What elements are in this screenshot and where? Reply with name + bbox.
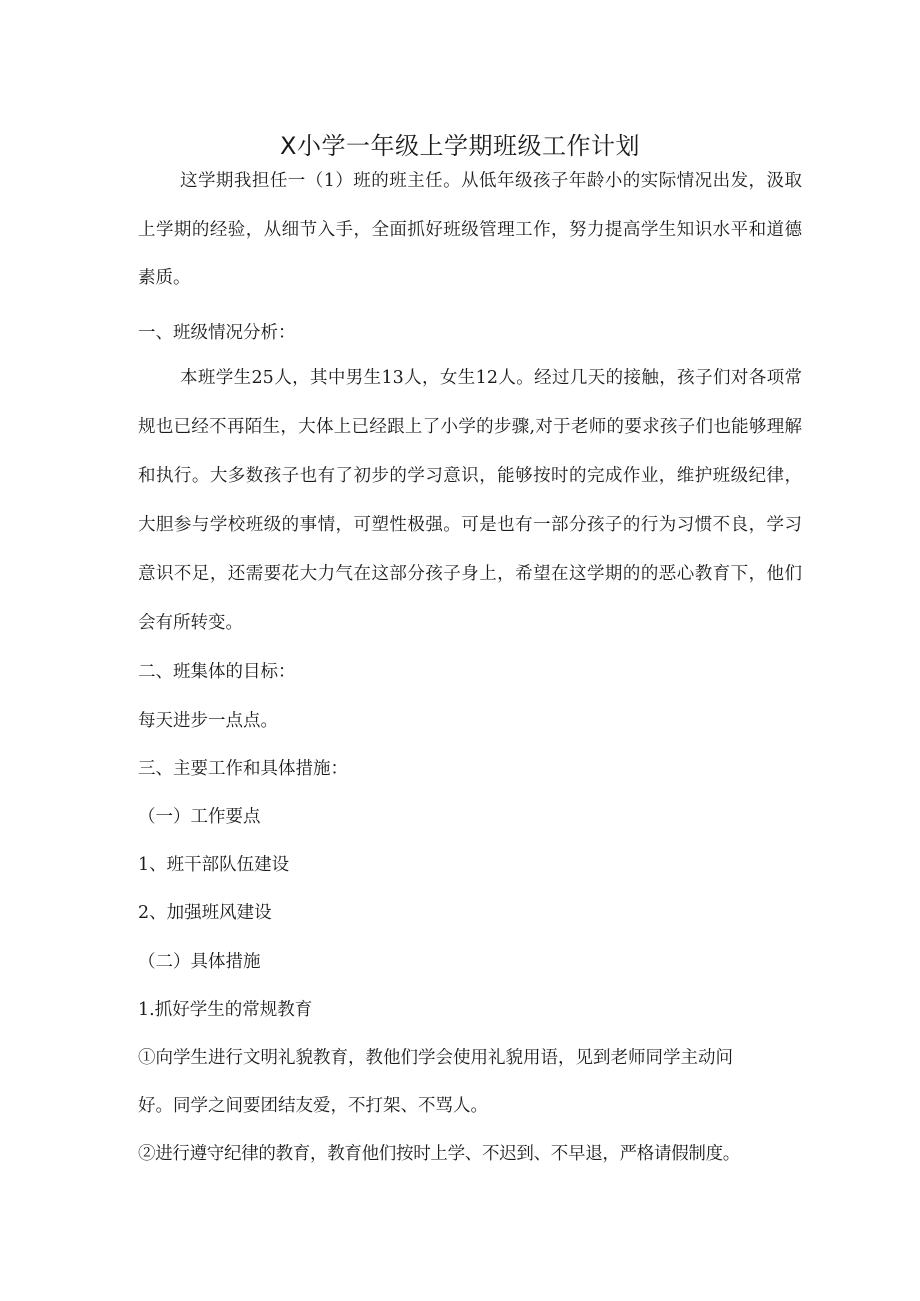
intro-paragraph: 这学期我担任一（1）班的班主任。从低年级孩子年龄小的实际情况出发，汲取上学期的经验，从细节入手，全面抓好班级管理工作，努力提高学生知识水平和道德素质。 <box>138 171 802 288</box>
work-point-item-1: 1、班干部队伍建设 <box>138 855 290 875</box>
subheading-measures: （二）具体措施 <box>138 952 261 972</box>
section-heading-class-analysis: 一、班级情况分析： <box>138 323 296 343</box>
work-point-item-2: 2、加强班风建设 <box>138 903 272 923</box>
subheading-work-points: （一）工作要点 <box>138 807 261 827</box>
measure-1-b: ②进行遵守纪律的教育，教育他们按时上学、不迟到、不早退，严格请假制度。 <box>138 1144 740 1164</box>
measure-1-a-line-2: 好。同学之间要团结友爱，不打架、不骂人。 <box>138 1096 488 1116</box>
section-heading-class-goal: 二、班集体的目标： <box>138 662 296 682</box>
document-title: X小学一年级上学期班级工作计划 <box>280 132 640 161</box>
measure-1-a-line-1: ①向学生进行文明礼貌教育，教他们学会使用礼貌用语，见到老师同学主动问 <box>138 1048 733 1068</box>
measure-heading-1: 1.抓好学生的常规教育 <box>138 1000 313 1020</box>
class-analysis-paragraph: 本班学生25人，其中男生13人，女生12人。经过几天的接触，孩子们对各项常规也已经不再陌生，大体上已经跟上了小学的步骤,对于老师的要求孩子们也能够理解和执行。大多数孩子也有了初步的学习意识，能够按时的完成作业，维护班级纪律，大胆参与学校班级的事情，可塑性极强。可是也有一部分孩子的行为习惯不良，学习意识不足，还需要花大力气在这部分孩子身上，希望在这学期的的恶心教育下，他们会有所转变。 <box>138 368 802 633</box>
section-heading-main-work: 三、主要工作和具体措施： <box>138 759 348 779</box>
class-goal-text: 每天进步一点点。 <box>138 711 278 731</box>
